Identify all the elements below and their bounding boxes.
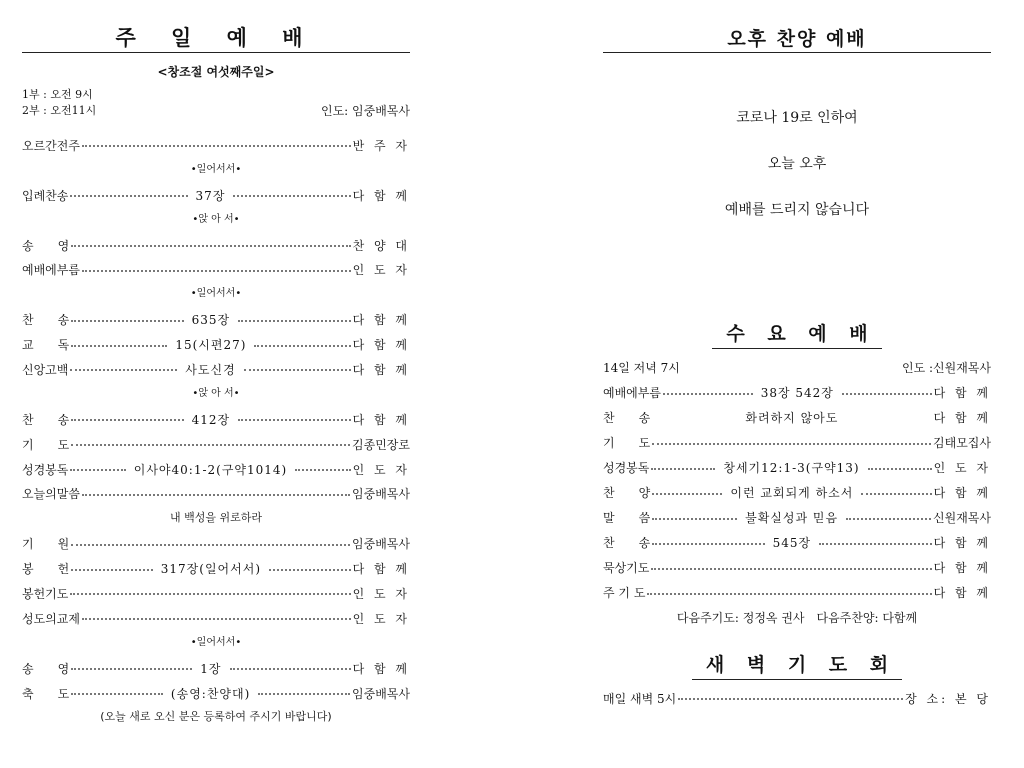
program-item-presenter: 다 함 께: [352, 338, 410, 353]
program-item-detail: 412장: [191, 412, 231, 427]
program-item-detail: 화려하지 않아도: [745, 411, 839, 425]
program-item-presenter: 인 도 자: [352, 611, 410, 626]
program-item-presenter: 다 함 께: [933, 486, 991, 500]
program-item-label: 성경봉독: [603, 461, 650, 475]
program-item-label: 송 영: [22, 661, 70, 676]
program-row: [22, 257, 410, 282]
program-row: [22, 656, 410, 681]
program-note: •일어서서•: [190, 636, 242, 648]
sunday-worship-column: [22, 0, 410, 730]
program-item-label: 신앙고백: [22, 362, 69, 377]
program-item-detail: 불확실성과 믿음: [745, 511, 839, 525]
service-times: [22, 87, 410, 119]
program-row: [22, 432, 410, 457]
program-row: [22, 457, 410, 482]
program-item-presenter: 다 함 께: [352, 562, 410, 577]
program-row: [22, 133, 410, 158]
program-row: [603, 580, 991, 605]
program-item-presenter: 다 함 께: [352, 412, 410, 427]
program-item-label: 찬 송: [603, 411, 651, 425]
dawn-label: 매일 새벽 5시: [603, 691, 677, 706]
program-row: [22, 233, 410, 258]
program-row: [22, 307, 410, 332]
program-item-presenter: 다 함 께: [352, 313, 410, 328]
program-item-detail: 1장: [200, 661, 222, 676]
program-item-label: 성경봉독: [22, 462, 69, 477]
program-row: [22, 183, 410, 208]
program-row: [22, 581, 410, 606]
program-row: [22, 681, 410, 706]
program-item-detail: 15(시편27): [175, 338, 247, 353]
next-week-info: 다음주기도: 정정옥 권사 다음주찬양: 다함께: [676, 611, 918, 625]
wednesday-program: [603, 380, 991, 605]
service1-time: 1부 : 오전 9시: [22, 88, 93, 101]
sunday-worship-title: 주 일 예 배: [22, 0, 410, 53]
program-item-label: 예배에부름: [603, 386, 661, 400]
program-item-label: 기 도: [603, 436, 651, 450]
program-item-label: 성도의교제: [22, 611, 80, 626]
program-item-detail: 37장: [195, 188, 226, 203]
program-row: [22, 357, 410, 382]
program-row: [22, 531, 410, 556]
service2-time: 2부 : 오전11시: [22, 104, 97, 117]
program-item-presenter: 임중배목사: [352, 686, 410, 701]
program-item-label: 찬 양: [603, 486, 651, 500]
program-item-presenter: 다 함 께: [352, 661, 410, 676]
program-item-detail: 사도신경: [185, 362, 236, 377]
program-item-detail: (송영:찬양대): [170, 686, 251, 701]
program-item-presenter: 임중배목사: [352, 487, 410, 502]
program-item-presenter: 다 함 께: [933, 561, 991, 575]
notice-line-1: 코로나 19로 인하여: [736, 110, 858, 126]
dawn-title: 새 벽 기 도 회: [603, 650, 991, 680]
program-note: •일어서서•: [190, 163, 242, 175]
program-item-label: 오르간전주: [22, 138, 80, 153]
program-note: (오늘 새로 오신 분은 등록하여 주시기 바랍니다): [100, 710, 332, 724]
program-item-label: 기 도: [22, 437, 70, 452]
wednesday-worship: [603, 319, 991, 626]
wednesday-title: 수 요 예 배: [603, 319, 991, 349]
program-item-detail: 이런 교회되게 하소서: [730, 486, 854, 500]
sunday-subtitle: <창조절 여섯째주일>: [157, 65, 275, 79]
program-item-presenter: 다 함 께: [352, 362, 410, 377]
program-note: 내 백성을 위로하라: [169, 511, 262, 525]
program-item-presenter: 김태모집사: [933, 436, 991, 450]
program-row: [603, 505, 991, 530]
afternoon-notice: [603, 107, 991, 219]
program-item-detail: 317장(일어서서): [160, 562, 262, 577]
program-item-label: 찬 송: [22, 313, 70, 328]
program-item-label: 봉 헌: [22, 562, 70, 577]
program-item-label: 주 기 도: [603, 586, 646, 600]
program-row: [603, 380, 991, 405]
program-item-detail: 545장: [772, 536, 812, 550]
program-item-presenter: 임중배목사: [352, 537, 410, 552]
program-item-presenter: 인 도 자: [933, 461, 991, 475]
program-item-label: 묵상기도: [603, 561, 650, 575]
program-item-label: 예배에부름: [22, 263, 80, 278]
program-item-label: 찬 송: [603, 536, 651, 550]
afternoon-worship-title: 오후 찬양 예배: [603, 0, 991, 53]
program-note: •앉 아 서•: [192, 387, 240, 399]
program-item-presenter: 반 주 자: [352, 138, 410, 153]
program-item-label: 말 씀: [603, 511, 651, 525]
program-item-label: 입례찬송: [22, 188, 69, 203]
program-note: •일어서서•: [190, 288, 242, 300]
program-item-label: 축 도: [22, 686, 70, 701]
program-item-presenter: 다 함 께: [933, 386, 991, 400]
program-row: [603, 480, 991, 505]
program-item-label: 송 영: [22, 238, 70, 253]
wednesday-time: 14일 저녁 7시: [603, 361, 680, 375]
program-item-presenter: 다 함 께: [933, 411, 991, 425]
program-item-detail: 38장 542장: [760, 386, 834, 400]
dawn-row: [603, 686, 991, 711]
sunday-program: [22, 133, 410, 730]
program-item-detail: 창세기12:1-3(구약13): [723, 461, 860, 475]
program-item-label: 봉헌기도: [22, 586, 69, 601]
program-row: [603, 455, 991, 480]
wednesday-leader: 인도 :신원재목사: [901, 361, 991, 375]
program-row: [603, 530, 991, 555]
program-item-label: 오늘의말씀: [22, 487, 80, 502]
program-item-detail: 635장: [191, 313, 231, 328]
program-item-presenter: 인 도 자: [352, 586, 410, 601]
program-row: [22, 332, 410, 357]
program-item-label: 찬 송: [22, 412, 70, 427]
notice-line-3: 예배를 드리지 않습니다: [724, 202, 870, 218]
right-column: [603, 0, 991, 711]
notice-line-2: 오늘 오후: [767, 156, 827, 172]
dawn-location: 장 소: 본 당: [905, 691, 991, 706]
program-item-label: 기 원: [22, 537, 70, 552]
wednesday-info: [603, 359, 991, 376]
sunday-leader: 인도: 임중배목사: [320, 104, 410, 118]
program-item-presenter: 인 도 자: [352, 462, 410, 477]
program-item-detail: 이사야40:1-2(구약1014): [133, 462, 288, 477]
program-row: [603, 405, 991, 430]
program-item-presenter: 인 도 자: [352, 263, 410, 278]
program-item-presenter: 신원재목사: [933, 511, 991, 525]
program-item-presenter: 다 함 께: [933, 536, 991, 550]
program-item-presenter: 다 함 께: [933, 586, 991, 600]
program-row: [22, 606, 410, 631]
program-row: [22, 481, 410, 506]
program-row: [603, 555, 991, 580]
program-item-presenter: 다 함 께: [352, 188, 410, 203]
program-item-label: 교 독: [22, 338, 70, 353]
program-row: [22, 556, 410, 581]
program-item-presenter: 김종민장로: [352, 437, 410, 452]
program-row: [603, 430, 991, 455]
program-item-presenter: 찬 양 대: [352, 238, 410, 253]
program-row: [22, 407, 410, 432]
program-note: •앉 아 서•: [192, 213, 240, 225]
dawn-prayer: [603, 650, 991, 711]
